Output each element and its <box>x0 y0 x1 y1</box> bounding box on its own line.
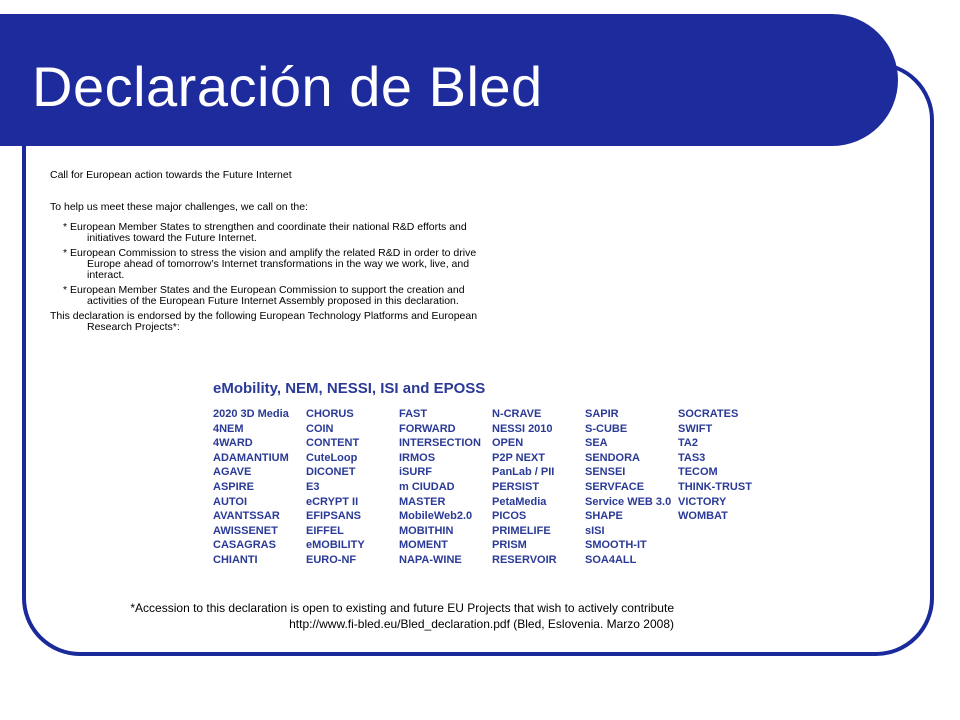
project-name: WOMBAT <box>678 510 728 523</box>
project-name: SHAPE <box>585 510 623 523</box>
project-name: 2020 3D Media <box>213 408 289 420</box>
project-name: Service WEB 3.0 <box>585 495 672 508</box>
project-name: DICONET <box>306 466 356 479</box>
project-name: m CIUDAD <box>399 480 455 493</box>
declaration-text <box>50 170 500 333</box>
project-name: PICOS <box>492 510 527 523</box>
project-name: FORWARD <box>399 422 456 435</box>
project-name: CHIANTI <box>213 553 258 566</box>
project-column <box>585 407 678 568</box>
footnote-source: http://www.fi-bled.eu/Bled_declaration.pdf (Bled, Eslovenia. Marzo 2008) <box>289 617 674 631</box>
project-name: IRMOS <box>399 451 436 464</box>
project-name: NAPA-WINE <box>399 553 462 566</box>
project-name: AUTOI <box>213 495 248 508</box>
project-name: PRISM <box>492 539 527 552</box>
call-item: * European Commission to stress the vision and amplify the related R&D in order to drive Europe ahead of tomorrow’s Internet transformations in the way we work, live, and interact. <box>63 247 477 281</box>
intro-text: Call for European action towards the Future Internet <box>50 169 292 181</box>
project-name: CuteLoop <box>306 451 358 464</box>
project-name: SWIFT <box>678 422 713 435</box>
project-name: INTERSECTION <box>399 437 481 450</box>
project-name: PanLab / PII <box>492 466 555 479</box>
project-name: VICTORY <box>678 495 727 508</box>
call-item: * European Member States and the European Commission to support the creation and activities of the European Future Internet Assembly proposed in this declaration. <box>63 284 465 307</box>
project-name: iSURF <box>399 466 432 479</box>
project-column <box>306 407 399 568</box>
project-name: COIN <box>306 422 334 435</box>
project-name: SAPIR <box>585 408 619 420</box>
project-name: 4WARD <box>213 437 253 450</box>
project-name: TAS3 <box>678 451 706 464</box>
project-name: SOCRATES <box>678 408 739 420</box>
project-name: AWISSENET <box>213 524 278 537</box>
project-name: eCRYPT II <box>306 495 359 508</box>
project-name: TECOM <box>678 466 718 479</box>
project-name: sISI <box>585 524 605 537</box>
project-name: RESERVOIR <box>492 553 557 566</box>
project-name: PRIMELIFE <box>492 524 551 537</box>
projects-title: eMobility, NEM, NESSI, ISI and EPOSS <box>213 380 486 397</box>
project-name: SEA <box>585 437 608 450</box>
challenge-text: To help us meet these major challenges, we call on the: <box>50 201 308 213</box>
slide-title: Declaración de Bled <box>32 55 543 118</box>
project-name: eMOBILITY <box>306 539 365 552</box>
project-name: PetaMedia <box>492 495 547 508</box>
project-column <box>213 407 306 568</box>
project-column <box>492 407 585 568</box>
project-name: MASTER <box>399 495 446 508</box>
project-name: SMOOTH-IT <box>585 539 647 552</box>
title-bar <box>0 14 898 146</box>
project-column <box>399 407 492 568</box>
project-name: CASAGRAS <box>213 539 276 552</box>
project-name: EIFFEL <box>306 524 344 537</box>
project-name: NESSI 2010 <box>492 422 553 435</box>
project-name: ADAMANTIUM <box>213 451 289 464</box>
project-name: EFIPSANS <box>306 510 362 523</box>
project-name: SENSEI <box>585 466 626 479</box>
project-name: MOBITHIN <box>399 524 454 537</box>
project-name: MobileWeb2.0 <box>399 510 473 523</box>
project-name: AVANTSSAR <box>213 510 280 523</box>
project-name: MOMENT <box>399 539 448 552</box>
project-name: AGAVE <box>213 466 252 479</box>
project-name: OPEN <box>492 437 524 450</box>
project-name: SERVFACE <box>585 480 645 493</box>
project-name: THINK-TRUST <box>678 480 752 493</box>
footnote <box>60 600 674 632</box>
project-column <box>678 407 771 568</box>
project-name: CONTENT <box>306 437 360 450</box>
project-name: 4NEM <box>213 422 244 435</box>
project-name: SOA4ALL <box>585 553 637 566</box>
project-name: P2P NEXT <box>492 451 545 464</box>
project-name: PERSIST <box>492 480 540 493</box>
endorsement-text: This declaration is endorsed by the following European Technology Platforms and European Research Projects*: <box>50 310 478 333</box>
project-name: N-CRAVE <box>492 408 542 420</box>
project-name: E3 <box>306 480 320 493</box>
project-name: EURO-NF <box>306 553 357 566</box>
projects-list-image <box>205 376 765 572</box>
project-name: FAST <box>399 408 428 420</box>
project-name: ASPIRE <box>213 480 254 493</box>
project-name: SENDORA <box>585 451 641 464</box>
footnote-line: *Accession to this declaration is open to existing and future EU Projects that wish to actively contribute <box>130 601 674 615</box>
project-name: CHORUS <box>306 408 354 420</box>
project-name: TA2 <box>678 437 698 450</box>
projects-grid <box>213 407 771 568</box>
call-item: * European Member States to strengthen and coordinate their national R&D efforts and initiatives toward the Future Internet. <box>63 221 467 244</box>
project-name: S-CUBE <box>585 422 628 435</box>
